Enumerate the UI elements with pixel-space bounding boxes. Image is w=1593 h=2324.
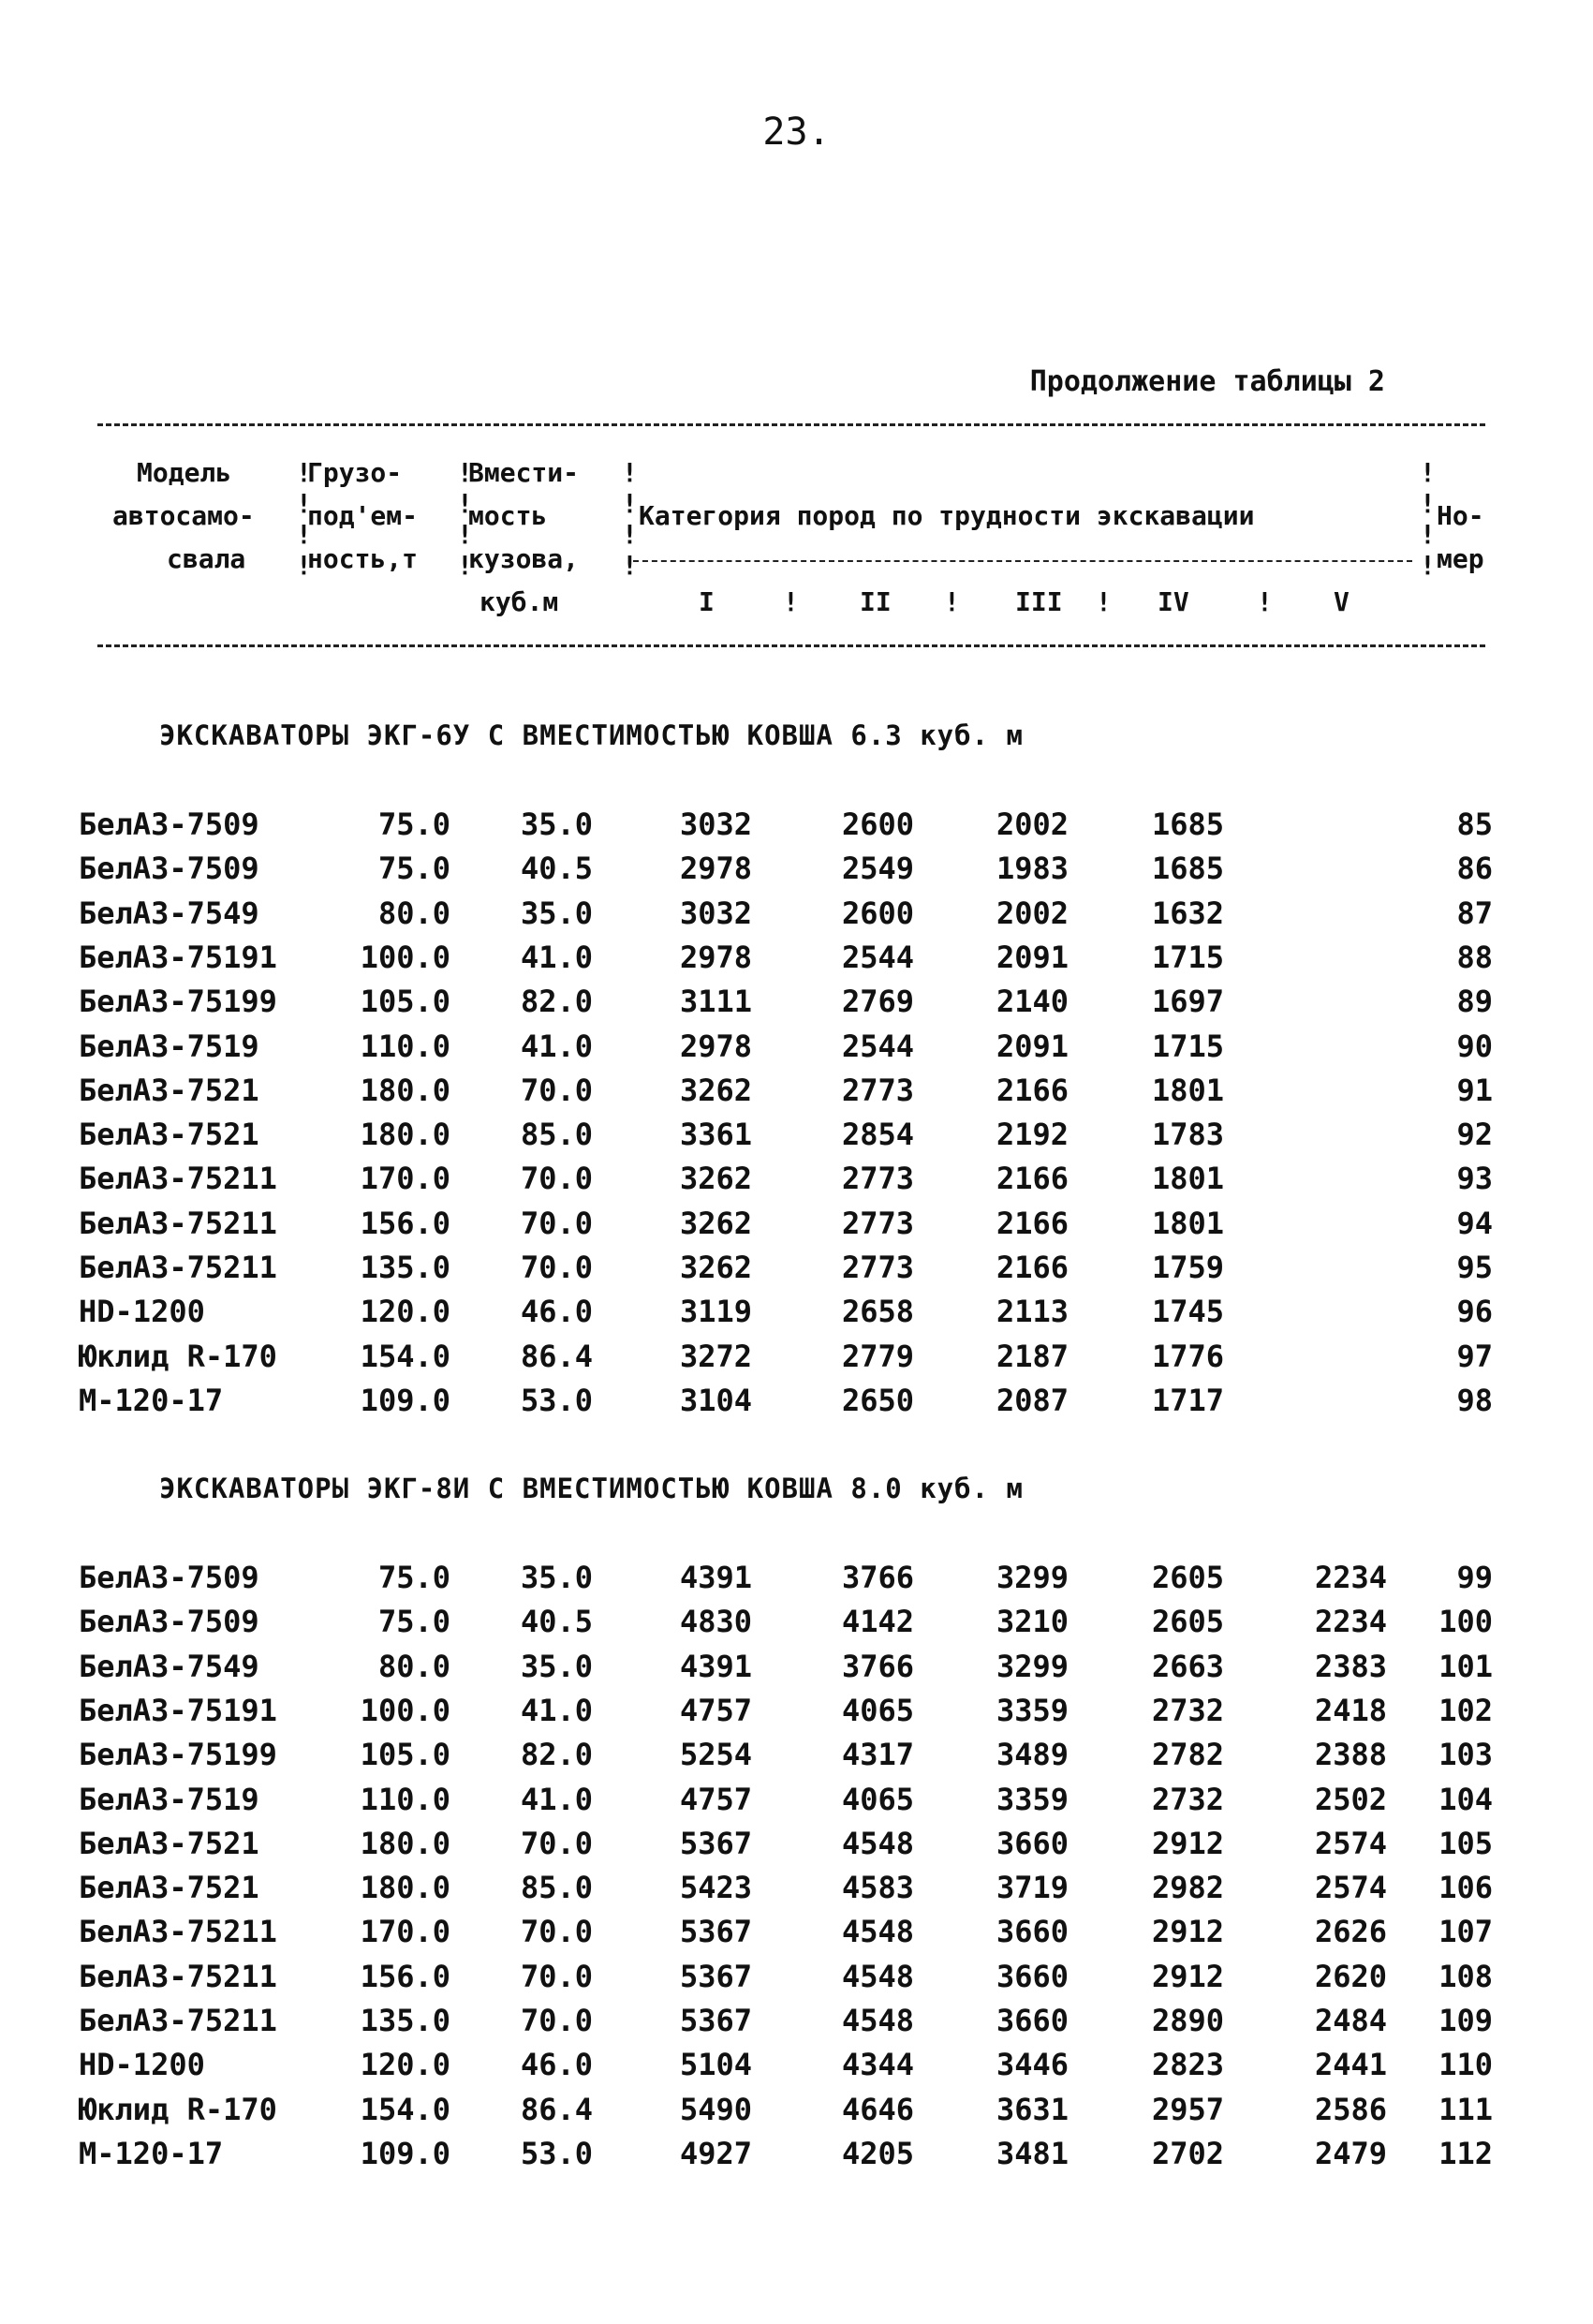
cell-iii: 3359: [996, 1692, 1069, 1728]
table-row: [0, 847, 1593, 891]
cell-vol: 70.0: [520, 1914, 593, 1950]
cell-i: 3361: [679, 1117, 752, 1153]
cell-iii: 3631: [996, 2091, 1069, 2127]
cell-iii: 2091: [996, 1028, 1069, 1064]
table-row: [0, 1645, 1593, 1689]
cell-ii: 2600: [841, 807, 914, 842]
cell-cap: 100.0: [360, 939, 450, 975]
cell-iii: 2091: [996, 939, 1069, 975]
cell-iv: 2605: [1151, 1604, 1224, 1640]
table-row: [0, 1733, 1593, 1777]
cell-iv: 1745: [1151, 1294, 1224, 1330]
cell-cap: 120.0: [360, 1294, 450, 1330]
cell-i: 2978: [679, 939, 752, 975]
cell-vol: 40.5: [520, 851, 593, 887]
cell-vol: 35.0: [520, 807, 593, 842]
table-row: [0, 1689, 1593, 1733]
cell-ii: 2600: [841, 895, 914, 931]
table-row: [0, 2088, 1593, 2132]
cell-model: БелАЗ-7521: [79, 1072, 259, 1108]
cell-cap: 170.0: [360, 1914, 450, 1950]
cell-num: 96: [1456, 1294, 1493, 1330]
cell-vol: 53.0: [520, 1382, 593, 1418]
cell-num: 103: [1438, 1737, 1493, 1773]
cell-num: 86: [1456, 851, 1493, 887]
cell-i: 5254: [679, 1737, 752, 1773]
cell-cap: 180.0: [360, 1870, 450, 1906]
cell-num: 100: [1438, 1604, 1493, 1640]
table-row: [0, 1910, 1593, 1954]
cell-num: 108: [1438, 1958, 1493, 1994]
header-category-iii: III: [1015, 586, 1063, 617]
table-row: [0, 1822, 1593, 1866]
cell-num: 105: [1438, 1825, 1493, 1861]
cell-vol: 46.0: [520, 1294, 593, 1330]
cell-iv: 1783: [1151, 1117, 1224, 1153]
cell-num: 107: [1438, 1914, 1493, 1950]
cell-model: БелАЗ-75211: [79, 1161, 277, 1197]
cell-cap: 80.0: [377, 895, 450, 931]
cell-ii: 2854: [841, 1117, 914, 1153]
cell-iii: 3481: [996, 2135, 1069, 2171]
cell-iii: 3299: [996, 1648, 1069, 1684]
header-model-line1: Модель: [137, 457, 232, 488]
cell-iii: 3359: [996, 1781, 1069, 1817]
cell-model: БелАЗ-75211: [79, 1958, 277, 1994]
cell-vol: 35.0: [520, 1648, 593, 1684]
cell-model: М-120-17: [79, 1382, 224, 1418]
cell-v: 2383: [1314, 1648, 1387, 1684]
cell-cap: 110.0: [360, 1028, 450, 1064]
cell-v: 2479: [1314, 2135, 1387, 2171]
cell-ii: 2779: [841, 1338, 914, 1374]
cell-model: БелАЗ-7509: [79, 1560, 259, 1595]
cell-i: 3272: [679, 1338, 752, 1374]
cell-model: HD-1200: [79, 1294, 205, 1330]
table-row: [0, 892, 1593, 936]
cell-iii: 3660: [996, 2003, 1069, 2038]
table-row: [0, 1202, 1593, 1246]
cell-cap: 180.0: [360, 1117, 450, 1153]
cell-model: БелАЗ-75199: [79, 1737, 277, 1773]
cell-model: БелАЗ-7509: [79, 807, 259, 842]
section-title-ekg-6u: ЭКСКАВАТОРЫ ЭКГ-6У С ВМЕСТИМОСТЬЮ КОВША 6.3 куб. м: [159, 719, 1024, 751]
cell-model: БелАЗ-7549: [79, 895, 259, 931]
cell-model: БелАЗ-75191: [79, 1692, 277, 1728]
cell-i: 4391: [679, 1648, 752, 1684]
cell-vol: 41.0: [520, 1781, 593, 1817]
cell-iv: 2663: [1151, 1648, 1224, 1684]
table-continuation-caption: Продолжение таблицы 2: [1029, 365, 1385, 398]
cell-cap: 154.0: [360, 1338, 450, 1374]
cell-cap: 75.0: [377, 1560, 450, 1595]
cell-iv: 2912: [1151, 1958, 1224, 1994]
cell-num: 92: [1456, 1117, 1493, 1153]
cell-iii: 2002: [996, 807, 1069, 842]
table-row: [0, 1113, 1593, 1157]
cell-v: 2620: [1314, 1958, 1387, 1994]
cell-i: 3119: [679, 1294, 752, 1330]
cell-num: 109: [1438, 2003, 1493, 2038]
cell-cap: 75.0: [377, 807, 450, 842]
cell-iv: 2912: [1151, 1825, 1224, 1861]
table-row: [0, 1600, 1593, 1644]
cell-iv: 1715: [1151, 1028, 1224, 1064]
page-number: 23.: [762, 111, 831, 154]
cell-iii: 3660: [996, 1958, 1069, 1994]
header-category-i: I: [699, 586, 715, 617]
cell-vol: 86.4: [520, 2091, 593, 2127]
cell-vol: 82.0: [520, 984, 593, 1020]
cell-vol: 86.4: [520, 1338, 593, 1374]
cell-iii: 2087: [996, 1382, 1069, 1418]
cell-iii: 2140: [996, 984, 1069, 1020]
cell-vol: 41.0: [520, 1692, 593, 1728]
header-separator: !: [783, 586, 799, 617]
cell-iii: 3210: [996, 1604, 1069, 1640]
cell-num: 98: [1456, 1382, 1493, 1418]
cell-iv: 1801: [1151, 1072, 1224, 1108]
cell-num: 106: [1438, 1870, 1493, 1906]
cell-i: 5490: [679, 2091, 752, 2127]
cell-v: 2586: [1314, 2091, 1387, 2127]
cell-model: БелАЗ-7521: [79, 1825, 259, 1861]
cell-ii: 4065: [841, 1781, 914, 1817]
cell-cap: 105.0: [360, 1737, 450, 1773]
cell-i: 5367: [679, 1914, 752, 1950]
cell-iv: 2823: [1151, 2047, 1224, 2083]
cell-iii: 2166: [996, 1072, 1069, 1108]
header-separator: ! ! ! !: [296, 457, 312, 581]
cell-cap: 110.0: [360, 1781, 450, 1817]
cell-vol: 53.0: [520, 2135, 593, 2171]
header-category-subrule: [633, 560, 1412, 562]
cell-iv: 1697: [1151, 984, 1224, 1020]
cell-ii: 2773: [841, 1072, 914, 1108]
cell-vol: 41.0: [520, 939, 593, 975]
cell-vol: 85.0: [520, 1117, 593, 1153]
cell-iv: 2782: [1151, 1737, 1224, 1773]
cell-model: Юклид R-170: [79, 1338, 277, 1374]
cell-model: БелАЗ-7521: [79, 1117, 259, 1153]
cell-cap: 75.0: [377, 851, 450, 887]
cell-cap: 75.0: [377, 1604, 450, 1640]
header-separator: ! ! ! !: [457, 457, 473, 581]
cell-iii: 1983: [996, 851, 1069, 887]
header-capacity-line3: ность,т: [307, 543, 419, 574]
cell-v: 2418: [1314, 1692, 1387, 1728]
cell-v: 2388: [1314, 1737, 1387, 1773]
cell-v: 2502: [1314, 1781, 1387, 1817]
cell-ii: 4344: [841, 2047, 914, 2083]
cell-iii: 2166: [996, 1161, 1069, 1197]
cell-ii: 2544: [841, 939, 914, 975]
table-row: [0, 803, 1593, 847]
cell-model: БелАЗ-7519: [79, 1781, 259, 1817]
header-category-ii: II: [860, 586, 892, 617]
cell-v: 2574: [1314, 1825, 1387, 1861]
cell-ii: 4205: [841, 2135, 914, 2171]
cell-iii: 3299: [996, 1560, 1069, 1595]
cell-num: 85: [1456, 807, 1493, 842]
cell-iv: 2702: [1151, 2135, 1224, 2171]
header-volume-line1: Вмести-: [468, 457, 580, 488]
cell-model: БелАЗ-7521: [79, 1870, 259, 1906]
cell-cap: 135.0: [360, 2003, 450, 2038]
cell-iv: 2732: [1151, 1692, 1224, 1728]
cell-vol: 70.0: [520, 1161, 593, 1197]
cell-model: БелАЗ-7549: [79, 1648, 259, 1684]
cell-ii: 2650: [841, 1382, 914, 1418]
cell-iv: 1717: [1151, 1382, 1224, 1418]
cell-iv: 2605: [1151, 1560, 1224, 1595]
cell-cap: 105.0: [360, 984, 450, 1020]
cell-iv: 1632: [1151, 895, 1224, 931]
cell-cap: 109.0: [360, 1382, 450, 1418]
cell-i: 5104: [679, 2047, 752, 2083]
cell-i: 5423: [679, 1870, 752, 1906]
table-row: [0, 980, 1593, 1024]
cell-ii: 4065: [841, 1692, 914, 1728]
cell-iv: 2957: [1151, 2091, 1224, 2127]
cell-ii: 2773: [841, 1250, 914, 1285]
cell-model: М-120-17: [79, 2135, 224, 2171]
table-row: [0, 2043, 1593, 2087]
cell-num: 101: [1438, 1648, 1493, 1684]
table-row: [0, 936, 1593, 980]
table-row: [0, 1157, 1593, 1201]
header-volume-line3: кузова,: [468, 543, 580, 574]
cell-iii: 2187: [996, 1338, 1069, 1374]
cell-model: HD-1200: [79, 2047, 205, 2083]
cell-i: 3262: [679, 1205, 752, 1241]
cell-v: 2441: [1314, 2047, 1387, 2083]
cell-num: 88: [1456, 939, 1493, 975]
header-number-line2: мер: [1437, 543, 1484, 574]
header-separator: ! ! ! !: [622, 457, 638, 581]
cell-num: 90: [1456, 1028, 1493, 1064]
cell-vol: 70.0: [520, 1205, 593, 1241]
table-row: [0, 1778, 1593, 1822]
cell-iv: 1685: [1151, 851, 1224, 887]
cell-ii: 2544: [841, 1028, 914, 1064]
header-number-line1: Но-: [1437, 500, 1484, 531]
cell-v: 2234: [1314, 1604, 1387, 1640]
table-row: [0, 1246, 1593, 1290]
cell-cap: 170.0: [360, 1161, 450, 1197]
cell-i: 5367: [679, 2003, 752, 2038]
cell-vol: 70.0: [520, 1825, 593, 1861]
cell-iii: 2166: [996, 1250, 1069, 1285]
cell-num: 89: [1456, 984, 1493, 1020]
cell-num: 102: [1438, 1692, 1493, 1728]
section-title-ekg-8i: ЭКСКАВАТОРЫ ЭКГ-8И С ВМЕСТИМОСТЬЮ КОВША 8.0 куб. м: [159, 1473, 1024, 1504]
cell-iv: 1801: [1151, 1205, 1224, 1241]
cell-i: 5367: [679, 1825, 752, 1861]
cell-v: 2484: [1314, 2003, 1387, 2038]
header-volume-line2: мость: [468, 500, 548, 531]
cell-vol: 46.0: [520, 2047, 593, 2083]
cell-iv: 2732: [1151, 1781, 1224, 1817]
table-row: [0, 1866, 1593, 1910]
cell-cap: 156.0: [360, 1205, 450, 1241]
cell-i: 3262: [679, 1250, 752, 1285]
cell-iii: 2166: [996, 1205, 1069, 1241]
table-row: [0, 1335, 1593, 1379]
cell-iv: 1715: [1151, 939, 1224, 975]
table-row: [0, 1955, 1593, 1999]
cell-ii: 4548: [841, 1825, 914, 1861]
header-capacity-line2: под'ем-: [307, 500, 419, 531]
cell-ii: 2773: [841, 1205, 914, 1241]
cell-vol: 85.0: [520, 1870, 593, 1906]
cell-iv: 1759: [1151, 1250, 1224, 1285]
cell-i: 4927: [679, 2135, 752, 2171]
cell-iii: 2192: [996, 1117, 1069, 1153]
table-row: [0, 1379, 1593, 1423]
cell-num: 94: [1456, 1205, 1493, 1241]
cell-ii: 2769: [841, 984, 914, 1020]
header-category-iv: IV: [1158, 586, 1189, 617]
cell-v: 2234: [1314, 1560, 1387, 1595]
header-model-line3: свала: [167, 543, 246, 574]
cell-ii: 4317: [841, 1737, 914, 1773]
header-category-title: Категория пород по трудности экскавации: [639, 500, 1255, 531]
table-row: [0, 1290, 1593, 1334]
cell-i: 2978: [679, 851, 752, 887]
table-row: [0, 1069, 1593, 1113]
cell-cap: 156.0: [360, 1958, 450, 1994]
cell-num: 104: [1438, 1781, 1493, 1817]
cell-model: Юклид R-170: [79, 2091, 277, 2127]
cell-i: 4830: [679, 1604, 752, 1640]
cell-model: БелАЗ-7509: [79, 851, 259, 887]
cell-model: БелАЗ-7519: [79, 1028, 259, 1064]
cell-ii: 4142: [841, 1604, 914, 1640]
cell-cap: 120.0: [360, 2047, 450, 2083]
cell-iii: 3660: [996, 1825, 1069, 1861]
cell-num: 93: [1456, 1161, 1493, 1197]
cell-i: 2978: [679, 1028, 752, 1064]
cell-i: 3104: [679, 1382, 752, 1418]
header-separator: !: [944, 586, 960, 617]
cell-iv: 1685: [1151, 807, 1224, 842]
cell-num: 91: [1456, 1072, 1493, 1108]
cell-ii: 4646: [841, 2091, 914, 2127]
cell-ii: 3766: [841, 1648, 914, 1684]
cell-iv: 2982: [1151, 1870, 1224, 1906]
cell-model: БелАЗ-75199: [79, 984, 277, 1020]
cell-ii: 4583: [841, 1870, 914, 1906]
header-category-v: V: [1334, 586, 1350, 617]
cell-vol: 41.0: [520, 1028, 593, 1064]
cell-cap: 80.0: [377, 1648, 450, 1684]
cell-i: 3262: [679, 1161, 752, 1197]
cell-ii: 4548: [841, 1914, 914, 1950]
cell-model: БелАЗ-75191: [79, 939, 277, 975]
cell-num: 110: [1438, 2047, 1493, 2083]
cell-i: 3032: [679, 807, 752, 842]
cell-v: 2574: [1314, 1870, 1387, 1906]
cell-i: 3262: [679, 1072, 752, 1108]
cell-iii: 3489: [996, 1737, 1069, 1773]
cell-iii: 3446: [996, 2047, 1069, 2083]
cell-num: 112: [1438, 2135, 1493, 2171]
header-top-rule: [97, 423, 1485, 426]
cell-i: 4757: [679, 1692, 752, 1728]
cell-cap: 135.0: [360, 1250, 450, 1285]
cell-iii: 3719: [996, 1870, 1069, 1906]
cell-ii: 4548: [841, 1958, 914, 1994]
header-capacity-line1: Грузо-: [307, 457, 403, 488]
cell-cap: 109.0: [360, 2135, 450, 2171]
cell-cap: 180.0: [360, 1072, 450, 1108]
header-separator: ! ! ! !: [1420, 457, 1436, 581]
cell-vol: 40.5: [520, 1604, 593, 1640]
cell-ii: 2549: [841, 851, 914, 887]
cell-i: 4391: [679, 1560, 752, 1595]
cell-vol: 82.0: [520, 1737, 593, 1773]
table-row: [0, 1025, 1593, 1069]
cell-vol: 70.0: [520, 1072, 593, 1108]
cell-cap: 180.0: [360, 1825, 450, 1861]
cell-vol: 35.0: [520, 1560, 593, 1595]
cell-num: 95: [1456, 1250, 1493, 1285]
cell-iii: 3660: [996, 1914, 1069, 1950]
cell-iv: 1801: [1151, 1161, 1224, 1197]
header-bottom-rule: [97, 644, 1485, 647]
cell-iii: 2113: [996, 1294, 1069, 1330]
table-row: [0, 2132, 1593, 2176]
cell-i: 4757: [679, 1781, 752, 1817]
cell-vol: 70.0: [520, 1250, 593, 1285]
cell-num: 111: [1438, 2091, 1493, 2127]
cell-iv: 2912: [1151, 1914, 1224, 1950]
cell-i: 5367: [679, 1958, 752, 1994]
cell-model: БелАЗ-75211: [79, 1205, 277, 1241]
cell-num: 97: [1456, 1338, 1493, 1374]
cell-cap: 100.0: [360, 1692, 450, 1728]
cell-num: 87: [1456, 895, 1493, 931]
cell-ii: 2773: [841, 1161, 914, 1197]
cell-model: БелАЗ-75211: [79, 1250, 277, 1285]
cell-i: 3111: [679, 984, 752, 1020]
header-model-line2: автосамо-: [112, 500, 255, 531]
cell-num: 99: [1456, 1560, 1493, 1595]
cell-vol: 70.0: [520, 2003, 593, 2038]
cell-i: 3032: [679, 895, 752, 931]
cell-vol: 70.0: [520, 1958, 593, 1994]
cell-cap: 154.0: [360, 2091, 450, 2127]
header-separator: !: [1257, 586, 1273, 617]
header-separator: !: [1096, 586, 1112, 617]
cell-model: БелАЗ-75211: [79, 2003, 277, 2038]
cell-iii: 2002: [996, 895, 1069, 931]
cell-iv: 1776: [1151, 1338, 1224, 1374]
table-row: [0, 1556, 1593, 1600]
cell-ii: 3766: [841, 1560, 914, 1595]
cell-vol: 35.0: [520, 895, 593, 931]
cell-model: БелАЗ-7509: [79, 1604, 259, 1640]
cell-ii: 2658: [841, 1294, 914, 1330]
cell-ii: 4548: [841, 2003, 914, 2038]
cell-model: БелАЗ-75211: [79, 1914, 277, 1950]
header-volume-unit: куб.м: [479, 586, 559, 617]
table-row: [0, 1999, 1593, 2043]
cell-v: 2626: [1314, 1914, 1387, 1950]
cell-iv: 2890: [1151, 2003, 1224, 2038]
